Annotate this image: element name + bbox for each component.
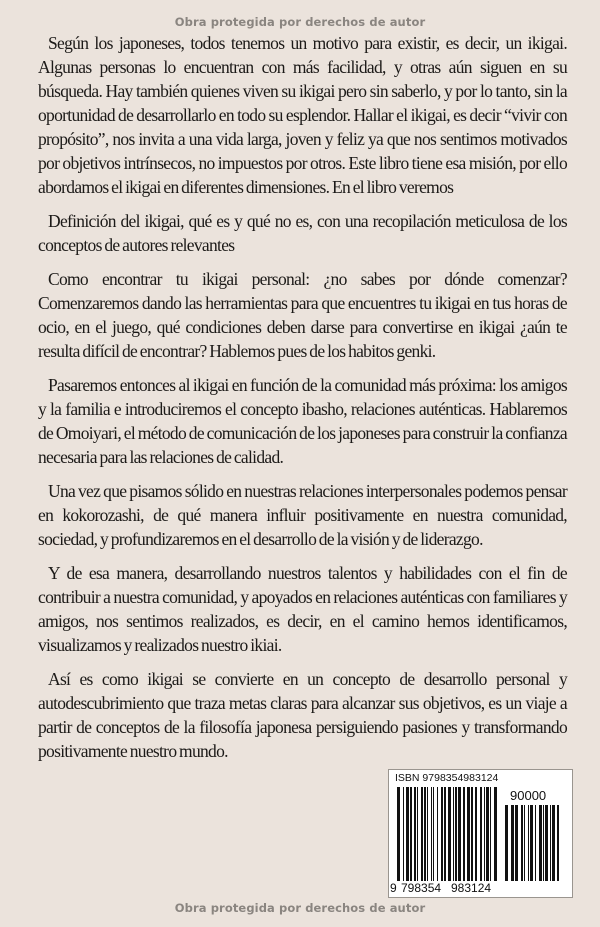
barcode-bar [511, 805, 514, 881]
barcode-bar [458, 787, 461, 881]
paragraph-talents: Y de esa manera, desarrollando nuestros talentos y habilidades con el fin de contribuir a nuestra comunidad, y apoyados en relaciones auténticas con familiares y amigos, nos sentimos realizados, es decir, en el camino hemos identificamos, visualizamos y realizados nuestro ikiai. [38, 563, 567, 655]
copyright-watermark-bottom: Obra protegida por derechos de autor [174, 901, 426, 915]
barcode-bar [397, 787, 400, 881]
copyright-watermark-top: Obra protegida por derechos de autor [174, 15, 426, 29]
back-cover-text [38, 31, 567, 773]
barcode-bar [463, 787, 465, 881]
addon-bars [505, 805, 561, 881]
barcode-digits-group1: 798354 [401, 881, 442, 895]
paragraph-community: Pasaremos entonces al ikigai en función de la comunidad más próxima: los amigos y la familia e introduciremos el concepto ibasho, relaciones auténticas. Hablaremos de Omoiyari, el método de comunicación de los japoneses para construir la confianza necesaria para las relaciones de calidad. [38, 375, 567, 467]
barcode-bar [417, 787, 418, 881]
barcode-bar [437, 787, 438, 881]
barcode-bar [448, 787, 451, 881]
paragraph-conclusion: Así es como ikigai se convierte en un concepto de desarrollo personal y autodescubrimiento que traza metas claras para alcanzar sus objetivos, es un viaje a partir de conceptos de la filosofía japonesa persiguiendo pasiones y transformando positivamente nuestro mundo. [38, 669, 567, 761]
barcode-bar [552, 805, 555, 881]
barcode-bar [467, 787, 470, 881]
barcode-bar [490, 787, 491, 881]
barcode-bar [543, 805, 544, 881]
barcode-bar [427, 787, 428, 881]
barcode-bar [557, 805, 559, 881]
barcode-bar [424, 787, 426, 881]
barcode-bar [505, 805, 508, 881]
barcode-bar [421, 787, 423, 881]
barcode-bar [521, 805, 523, 881]
paragraph-definition: Definición del ikigai, qué es y qué no es, con una recopilación meticulosa de los conceptos de autores relevantes [38, 211, 567, 255]
barcode-bar [433, 787, 434, 881]
barcode-bar [528, 805, 529, 881]
barcode-bar [486, 787, 489, 881]
barcode-bar [494, 787, 497, 881]
isbn-label: ISBN 9798354983124 [395, 772, 499, 784]
barcode-bar [550, 805, 551, 881]
barcode-bar [535, 805, 536, 881]
isbn-barcode [388, 769, 573, 898]
barcode-bar [444, 787, 446, 881]
barcode-bar [530, 805, 533, 881]
barcode-bar [406, 787, 409, 881]
barcode-bar [524, 805, 525, 881]
barcode-bar [410, 787, 412, 881]
barcode-bar [455, 787, 457, 881]
barcode-bar [441, 787, 443, 881]
barcode-bar [414, 787, 416, 881]
paragraph-kokorozashi: Una vez que pisamos sólido en nuestras relaciones interpersonales podemos pensar en kokorozashi, de qué manera influir positivamente en nuestra comunidad, sociedad, y profundizaremos en el desarrollo de la visión y de liderazgo. [38, 481, 567, 549]
barcode-bars [397, 787, 497, 881]
barcode-bar [539, 805, 542, 881]
barcode-bar [515, 805, 518, 881]
barcode-bar [545, 805, 548, 881]
barcode-bar [484, 787, 485, 881]
barcode-bar [453, 787, 454, 881]
paragraph-intro: Según los japoneses, todos tenemos un motivo para existir, es decir, un ikigai. Algunas personas lo encuentran con más facilidad, y otras aún siguen en su búsqueda. Hay también quienes viven su ikigai pero sin saberlo, y por lo tanto, sin la oportunidad de desarrollarlo en todo su esplendor. Hallar el ikigai, es decir “vivir con propósito”, nos invita a una vida larga, joven y feliz ya que nos sentimos motivados por objetivos intrínsecos, no impuestos por otros. Este libro tiene esa misión, por ello abordamos el ikigai en diferentes dimensiones. En el libro veremos [38, 33, 567, 197]
paragraph-personal-ikigai: Como encontrar tu ikigai personal: ¿no sabes por dónde comenzar? Comenzaremos dando las herramientas para que encuentres tu ikigai en tus horas de ocio, en el juego, qué condiciones deben darse para convertirse en ikigai ¿aún te resulta difícil de encontrar? Hablemos pues de los habitos genki. [38, 269, 567, 361]
barcode-bar [480, 787, 482, 881]
barcode-digit-first: 9 [390, 881, 397, 895]
price-addon-code: 90000 [510, 788, 547, 803]
barcode-digits-group2: 983124 [451, 881, 492, 895]
barcode-bar [475, 787, 477, 881]
barcode-bar [403, 787, 404, 881]
barcode-bar [431, 787, 432, 881]
barcode-bar [471, 787, 473, 881]
